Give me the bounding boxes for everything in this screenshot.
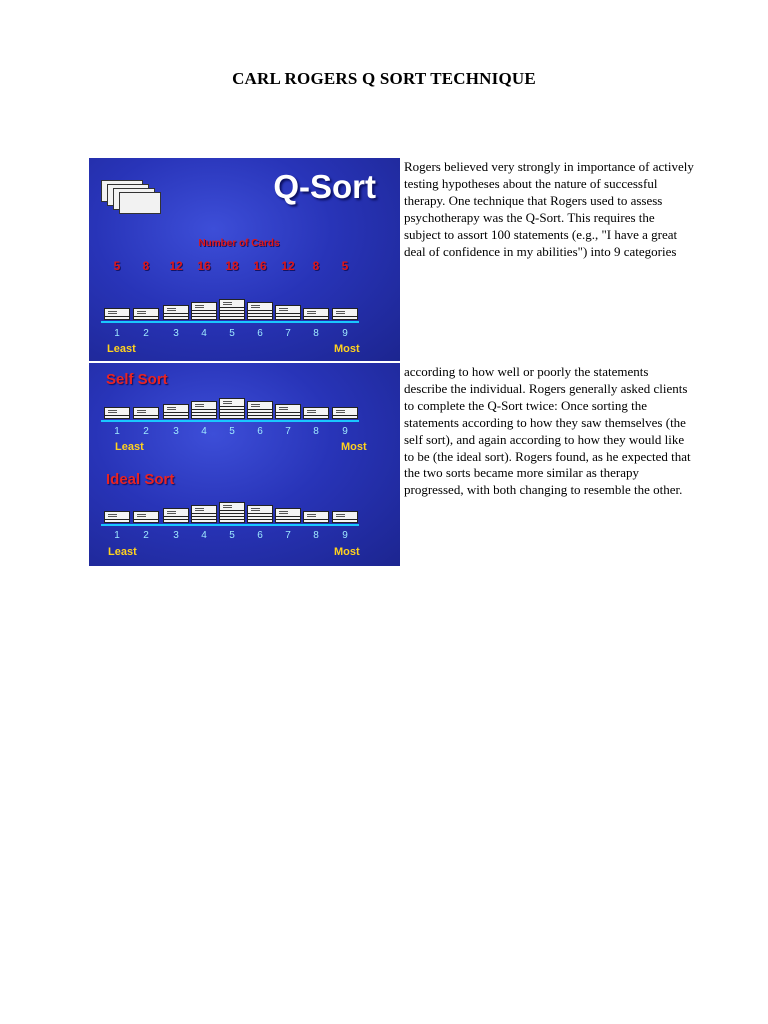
ideal-sort-scale-7: 7 [285, 530, 291, 541]
card-count-4: 16 [197, 259, 211, 273]
ideal-sort-card-pile-8 [303, 511, 329, 523]
ideal-sort-scale-2: 2 [143, 530, 149, 541]
ideal-sort-scale-3: 3 [173, 530, 179, 541]
ideal-sort-scale-5: 5 [229, 530, 235, 541]
card-count-9: 5 [341, 259, 349, 273]
qsort-scale-1: 1 [114, 328, 120, 339]
ideal-sort-baseline [101, 524, 359, 526]
ideal-sort-card-pile-6 [247, 505, 273, 523]
self-sort-baseline [101, 420, 359, 422]
page-title: CARL ROGERS Q SORT TECHNIQUE [232, 69, 536, 88]
card-count-7: 12 [281, 259, 295, 273]
ideal-most-label: Most [334, 546, 360, 558]
qsort-scale-9: 9 [342, 328, 348, 339]
ideal-sort-scale-9: 9 [342, 530, 348, 541]
self-sort-scale-5: 5 [229, 426, 235, 437]
qsort-scale-7: 7 [285, 328, 291, 339]
scale-baseline [101, 321, 359, 323]
self-sort-scale-1: 1 [114, 426, 120, 437]
card-stack-icon [101, 172, 171, 216]
least-label: Least [107, 343, 136, 355]
card-count-8: 8 [312, 259, 320, 273]
qsort-card-pile-9 [332, 308, 358, 320]
card-count-1: 5 [113, 259, 121, 273]
qsort-card-pile-5 [219, 299, 245, 320]
qsort-scale-6: 6 [257, 328, 263, 339]
self-sort-scale-8: 8 [313, 426, 319, 437]
ideal-sort-title: Ideal Sort [106, 471, 175, 488]
self-most-label: Most [341, 441, 367, 453]
ideal-sort-scale-6: 6 [257, 530, 263, 541]
ideal-sort-card-pile-9 [332, 511, 358, 523]
qsort-card-pile-3 [163, 305, 189, 320]
self-sort-scale-3: 3 [173, 426, 179, 437]
self-sort-scale-4: 4 [201, 426, 207, 437]
qsort-card-pile-2 [133, 308, 159, 320]
card-count-2: 8 [142, 259, 150, 273]
self-sort-card-pile-8 [303, 407, 329, 419]
self-sort-scale-2: 2 [143, 426, 149, 437]
qsort-card-pile-1 [104, 308, 130, 320]
body-paragraph-2: according to how well or poorly the statements describe the individual. Rogers generally asked clients to complete the Q-Sort twice: Once sorting the statements according to how they saw themselves (the self sort), and again according to how they would like to be (the ideal sort). Rogers found, as he expected that the two sorts became more similar as therapy progressed, with both changing to resemble the other. [404, 364, 691, 498]
ideal-sort-card-pile-3 [163, 508, 189, 523]
self-sort-title: Self Sort [106, 371, 168, 388]
cards-count-label: Number of Cards [198, 238, 280, 249]
self-least-label: Least [115, 441, 144, 453]
card-count-6: 16 [253, 259, 267, 273]
qsort-card-pile-4 [191, 302, 217, 320]
ideal-sort-scale-4: 4 [201, 530, 207, 541]
ideal-sort-card-pile-4 [191, 505, 217, 523]
qsort-card-pile-8 [303, 308, 329, 320]
qsort-scale-8: 8 [313, 328, 319, 339]
ideal-sort-card-pile-7 [275, 508, 301, 523]
ideal-sort-card-pile-1 [104, 511, 130, 523]
self-sort-card-pile-9 [332, 407, 358, 419]
self-sort-card-pile-3 [163, 404, 189, 419]
qsort-scale-3: 3 [173, 328, 179, 339]
body-paragraph-1: Rogers believed very strongly in importance of actively testing hypotheses about the nature of successful therapy. One technique that Rogers used to assess psychotherapy was the Q-Sort. This requires the subject to assort 100 statements (e.g., "I have a great deal of confidence in my abilities") into 9 categories [404, 159, 694, 259]
qsort-card-pile-7 [275, 305, 301, 320]
ideal-sort-scale-1: 1 [114, 530, 120, 541]
ideal-sort-card-pile-5 [219, 502, 245, 523]
self-sort-card-pile-1 [104, 407, 130, 419]
q-sort-slide-image [89, 158, 400, 361]
self-sort-card-pile-2 [133, 407, 159, 419]
qsort-scale-4: 4 [201, 328, 207, 339]
self-sort-card-pile-7 [275, 404, 301, 419]
self-sort-scale-6: 6 [257, 426, 263, 437]
ideal-sort-scale-8: 8 [313, 530, 319, 541]
ideal-least-label: Least [108, 546, 137, 558]
self-sort-card-pile-5 [219, 398, 245, 419]
self-ideal-sort-slide-image [89, 363, 400, 566]
q-sort-heading: Q-Sort [273, 168, 376, 205]
self-sort-scale-9: 9 [342, 426, 348, 437]
qsort-scale-5: 5 [229, 328, 235, 339]
self-sort-card-pile-4 [191, 401, 217, 419]
qsort-scale-2: 2 [143, 328, 149, 339]
qsort-card-pile-6 [247, 302, 273, 320]
most-label: Most [334, 343, 360, 355]
self-sort-card-pile-6 [247, 401, 273, 419]
card-count-5: 18 [225, 259, 239, 273]
card-count-3: 12 [169, 259, 183, 273]
ideal-sort-card-pile-2 [133, 511, 159, 523]
self-sort-scale-7: 7 [285, 426, 291, 437]
